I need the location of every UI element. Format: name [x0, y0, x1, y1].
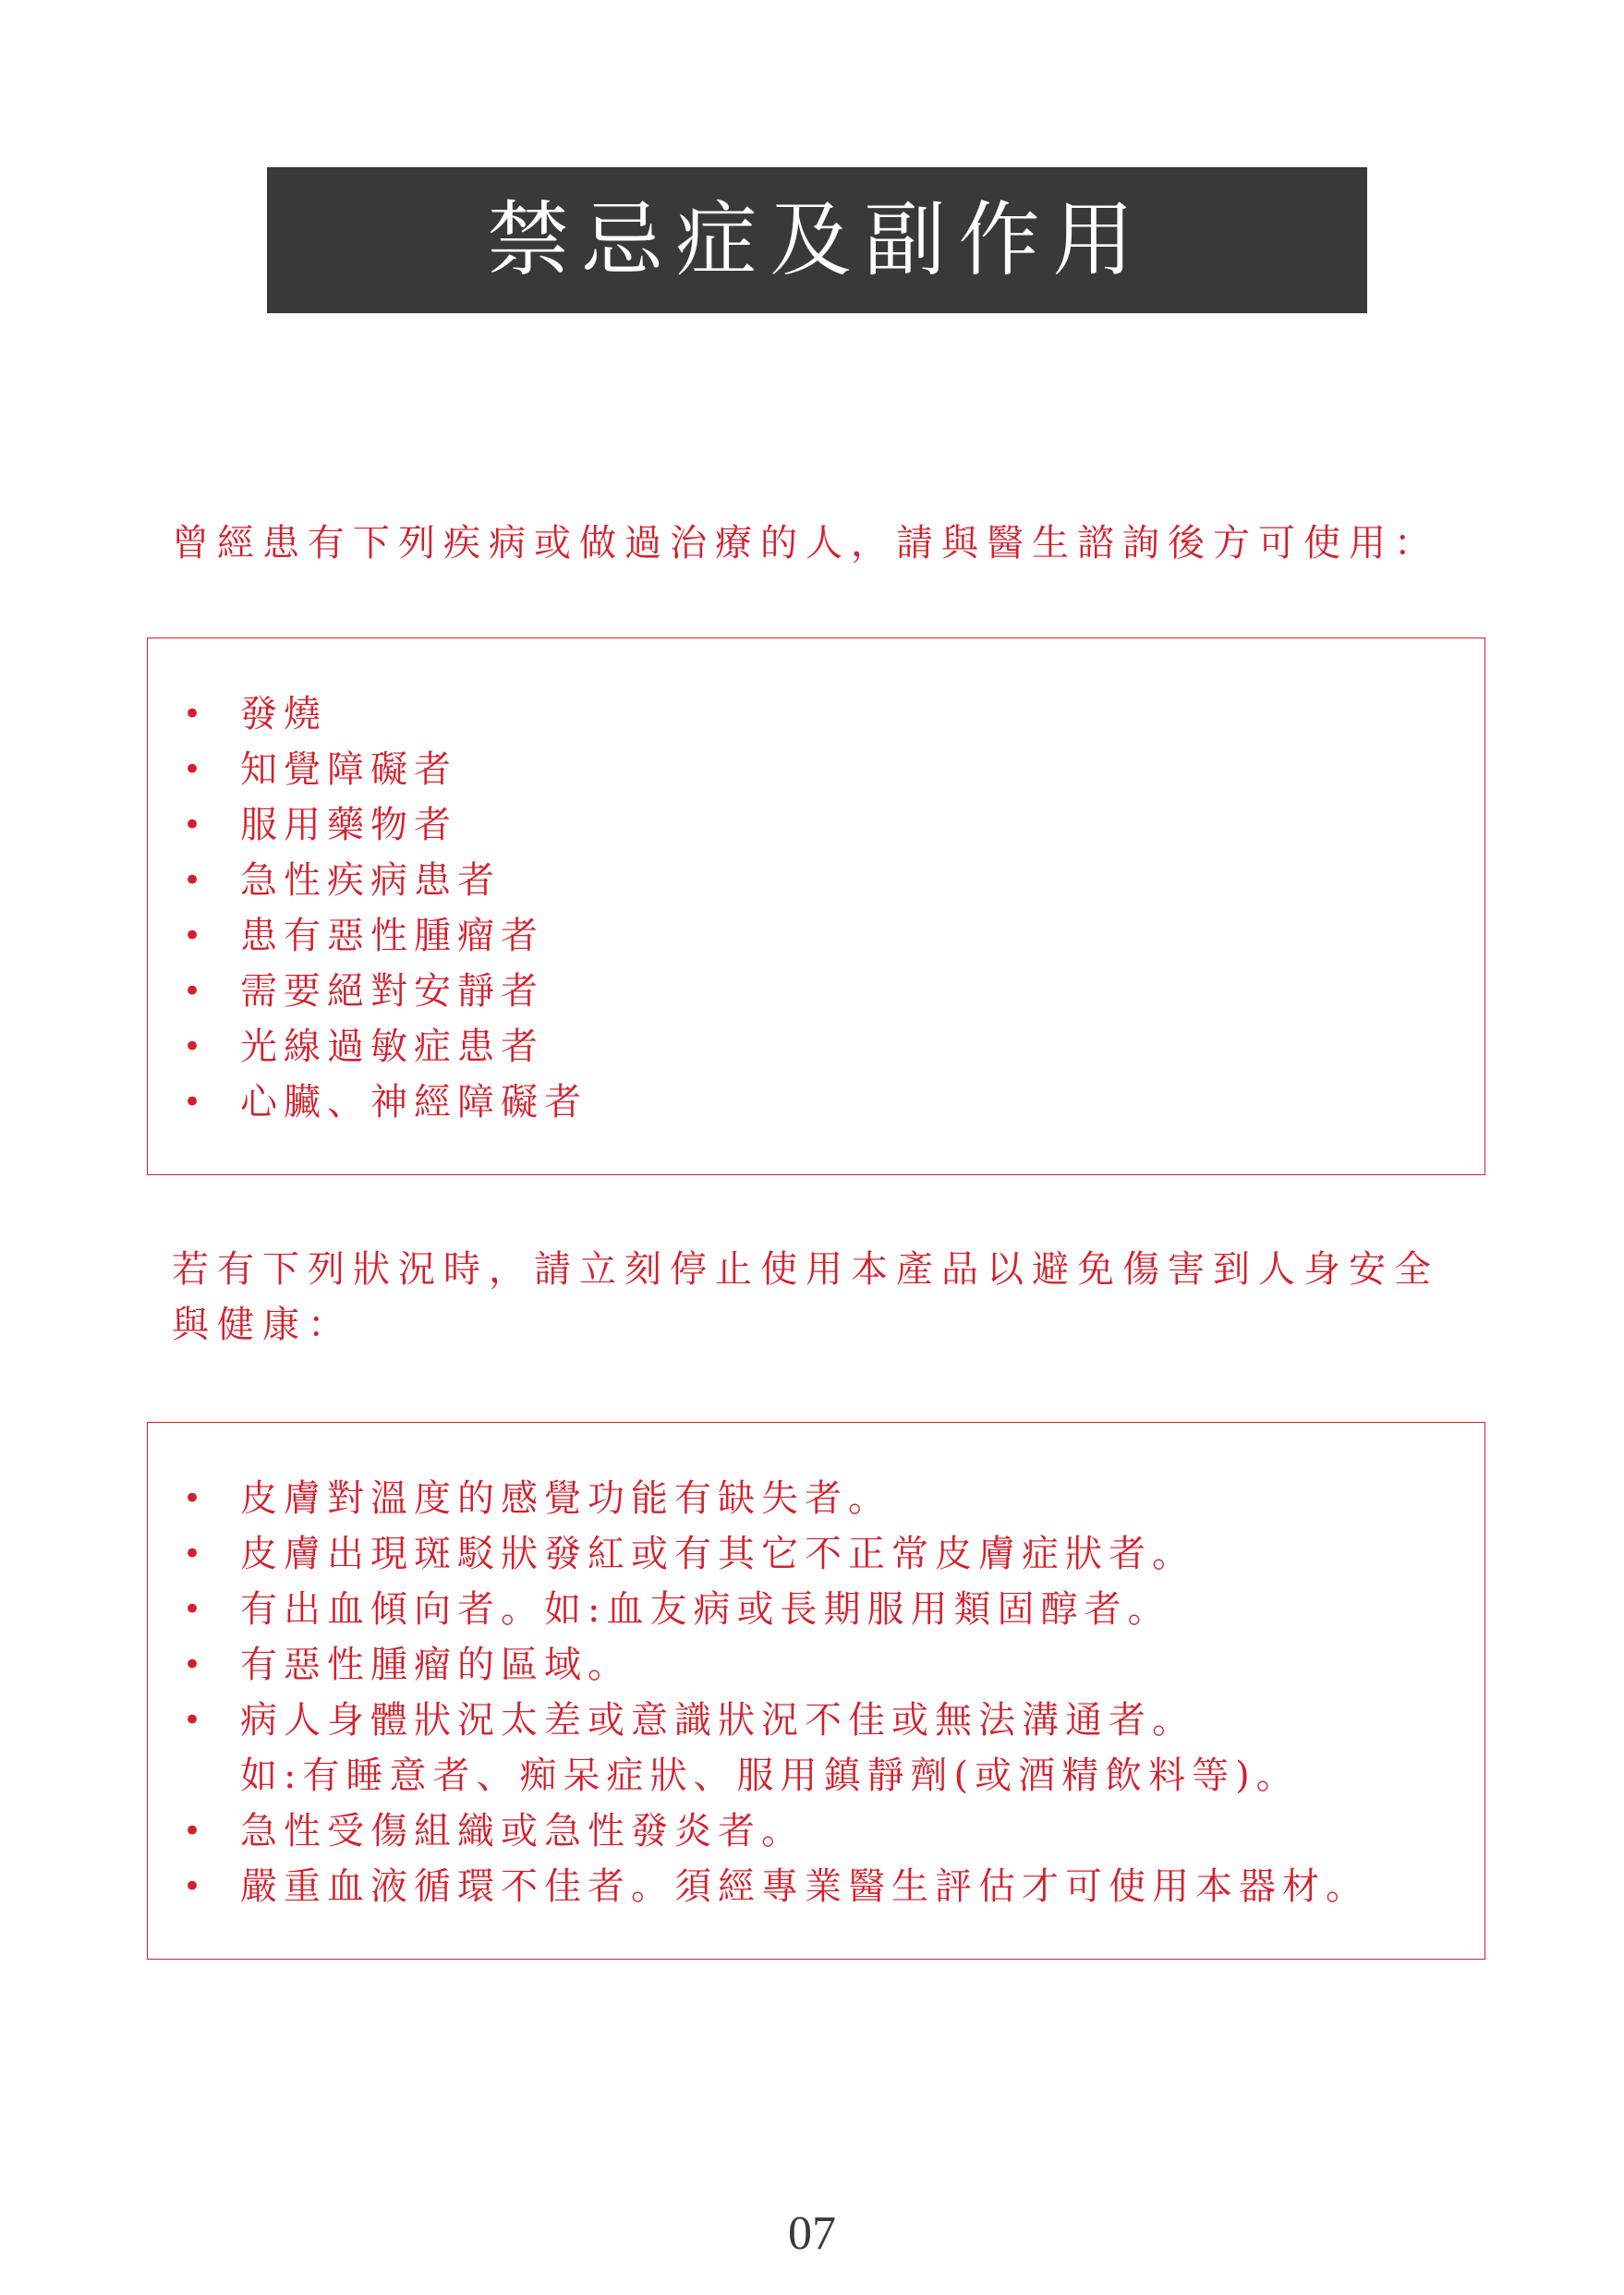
list-item-text: 患有惡性腫瘤者 — [240, 915, 544, 957]
list-item — [183, 1526, 1466, 1582]
list-item-text: 心臟、神經障礙者 — [240, 1081, 588, 1123]
list-item-text: 嚴重血液循環不佳者。須經專業醫生評估才可使用本器材。 — [240, 1865, 1369, 1908]
list-item-text: 急性受傷組織或急性發炎者。 — [240, 1810, 805, 1852]
list-item-text: 有惡性腫瘤的區域。 — [240, 1644, 631, 1686]
list-item-text: 需要絕對安靜者 — [240, 970, 544, 1013]
bullet-icon: • — [183, 862, 209, 899]
bullet-icon: • — [183, 1028, 209, 1065]
list-item — [183, 1075, 1466, 1130]
list-item — [183, 1471, 1466, 1526]
list-item-text: 服用藥物者 — [240, 804, 457, 846]
list-item-text: 皮膚對溫度的感覺功能有缺失者。 — [240, 1477, 891, 1520]
bullet-icon: • — [183, 751, 209, 788]
list-item — [183, 1582, 1466, 1637]
bullet-icon: • — [183, 1084, 209, 1121]
section1-intro: 曾經患有下列疾病或做過治療的人，請與醫生諮詢後方可使用： — [172, 522, 1439, 565]
list-item-text: 病人身體狀況太差或意識狀況不佳或無法溝通者。 如:有睡意者、痴呆症狀、服用鎮靜劑(或酒精飲料等)。 — [240, 1699, 1300, 1797]
list-item-text: 皮膚出現斑駁狀發紅或有其它不正常皮膚症狀者。 — [240, 1533, 1195, 1575]
list-item — [183, 686, 1466, 742]
list-item — [183, 853, 1466, 908]
bullet-icon: • — [183, 1702, 209, 1739]
page-number: 07 — [788, 2207, 836, 2260]
bullet-icon: • — [183, 696, 209, 733]
list-item — [183, 1019, 1466, 1075]
contraindications-list — [183, 686, 1466, 1130]
list-item-text: 急性疾病患者 — [240, 859, 501, 902]
bullet-icon: • — [183, 917, 209, 954]
bullet-icon: • — [183, 1480, 209, 1517]
list-item-text: 發燒 — [240, 693, 327, 735]
section2-intro: 若有下列狀況時，請立刻停止使用本產品以避免傷害到人身安全與健康： — [172, 1248, 1439, 1346]
title-banner — [267, 167, 1367, 313]
bullet-icon: • — [183, 807, 209, 844]
list-item — [183, 1637, 1466, 1693]
warnings-list — [183, 1471, 1466, 1914]
bullet-icon: • — [183, 1536, 209, 1572]
warnings-box — [147, 1422, 1485, 1960]
list-item-text: 知覺障礙者 — [240, 748, 457, 791]
page-title: 禁忌症及副作用 — [487, 192, 1147, 287]
list-item — [183, 1859, 1466, 1914]
list-item — [183, 1693, 1466, 1803]
bullet-icon: • — [183, 1868, 209, 1905]
list-item-text: 有出血傾向者。如:血友病或長期服用類固醇者。 — [240, 1588, 1171, 1631]
bullet-icon: • — [183, 973, 209, 1010]
list-item — [183, 964, 1466, 1019]
contraindications-box — [147, 638, 1485, 1175]
bullet-icon: • — [183, 1813, 209, 1850]
list-item — [183, 1803, 1466, 1859]
list-item — [183, 742, 1466, 797]
bullet-icon: • — [183, 1591, 209, 1628]
list-item — [183, 797, 1466, 853]
bullet-icon: • — [183, 1646, 209, 1683]
list-item — [183, 908, 1466, 964]
list-item-text: 光線過敏症患者 — [240, 1026, 544, 1068]
